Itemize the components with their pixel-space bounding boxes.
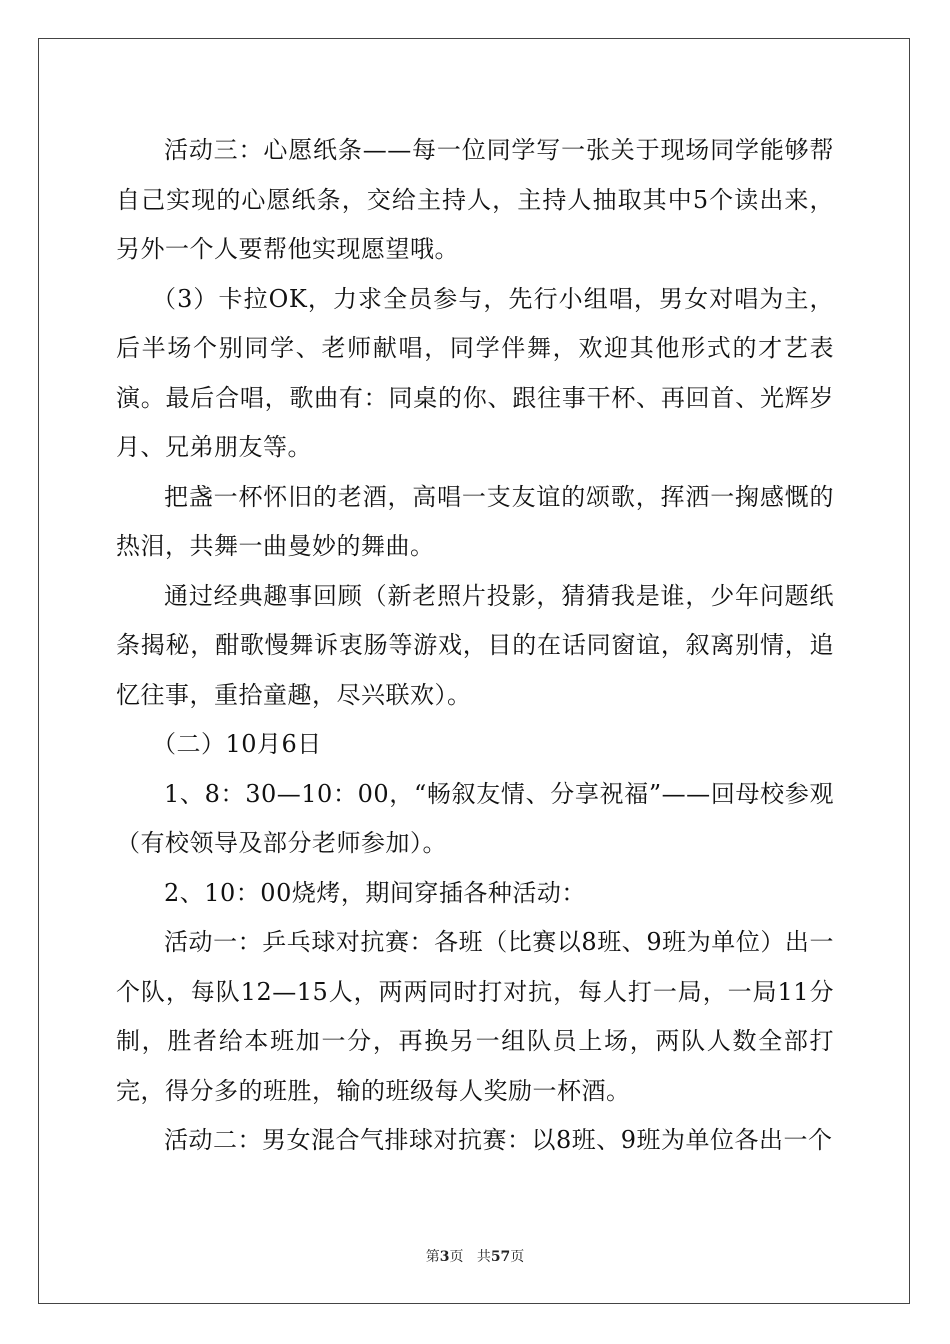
page-footer xyxy=(0,1246,950,1266)
footer-prefix: 第 xyxy=(425,1249,440,1265)
paragraph-activity-two: 活动二：男女混合气排球对抗赛：以8班、9班为单位各出一个 xyxy=(164,1126,833,1154)
paragraph-toast: 把盏一杯怀旧的老酒，高唱一支友谊的颂歌，挥洒一掬感慨的热泪，共舞一曲曼妙的舞曲。 xyxy=(116,482,834,560)
document-body xyxy=(116,126,834,1166)
paragraph-date-heading: （二）10月6日 xyxy=(152,730,322,758)
current-page-number: 3 xyxy=(439,1249,450,1265)
total-pages-number: 57 xyxy=(490,1249,511,1265)
paragraph-barbecue: 2、10：00烧烤，期间穿插各种活动： xyxy=(164,878,586,907)
paragraph-activity-one: 活动一：乒乓球对抗赛：各班（比赛以8班、9班为单位）出一个队，每队12—15人，两两同时打对抗，每人打一局，一局11分制，胜者给本班加一分，再换另一组队员上场，两队人数全部打完，得分多的班胜，输的班级每人奖励一杯酒。 xyxy=(116,928,834,1105)
footer-total-suffix: 页 xyxy=(510,1249,525,1265)
paragraph-review: 通过经典趣事回顾（新老照片投影，猜猜我是谁，少年问题纸条揭秘，酣歌慢舞诉衷肠等游戏，目的在话同窗谊，叙离别情，追忆往事，重拾童趣，尽兴联欢）。 xyxy=(116,581,834,709)
paragraph-campus-visit: 1、8：30—10：00，“畅叙友情、分享祝福”——回母校参观（有校领导及部分老师参加）。 xyxy=(116,779,834,857)
paragraph-activity-three: 活动三：心愿纸条——每一位同学写一张关于现场同学能够帮自己实现的心愿纸条，交给主持人，主持人抽取其中5个读出来，另外一个人要帮他实现愿望哦。 xyxy=(116,136,834,263)
paragraph-karaoke: （3）卡拉OK，力求全员参与，先行小组唱，男女对唱为主，后半场个别同学、老师献唱，同学伴舞，欢迎其他形式的才艺表演。最后合唱，歌曲有：同桌的你、跟往事干杯、再回首、光辉岁月、兄弟朋友等。 xyxy=(116,284,834,461)
footer-total-prefix: 共 xyxy=(476,1249,491,1265)
footer-page-suffix: 页 xyxy=(449,1249,464,1265)
